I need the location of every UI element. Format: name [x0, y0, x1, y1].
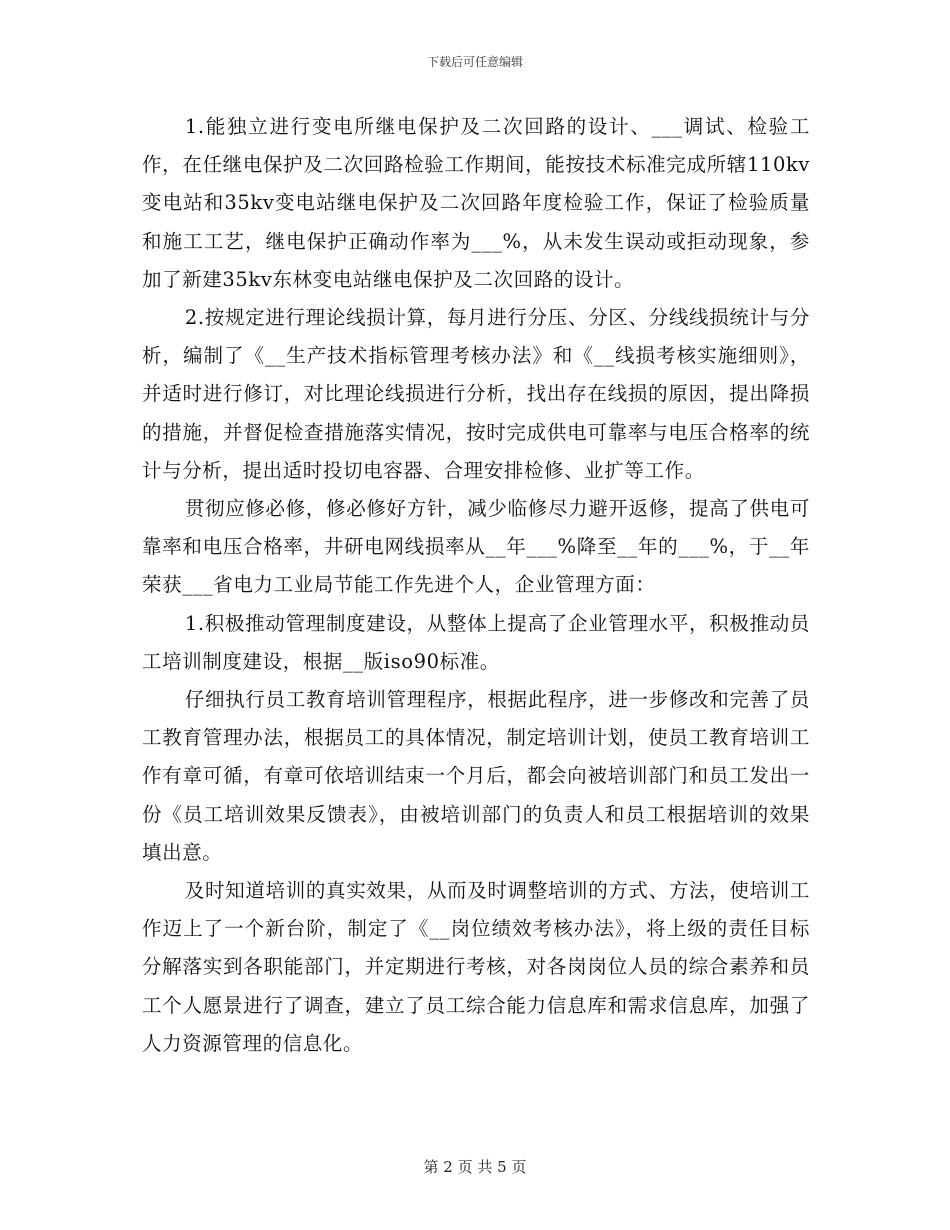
paragraph-3: 贯彻应修必修，修必修好方针，减少临修尽力避开返修，提高了供电可靠率和电压合格率，井研电网线损率从__年___%降至__年的___%，于__年荣获___省电力工业局节能工作先进个人，企业管理方面： [142, 497, 810, 597]
paragraph-6: 及时知道培训的真实效果，从而及时调整培训的方式、方法，使培训工作迈上了一个新台阶，制定了《__岗位绩效考核办法》，将上级的责任目标分解落实到各职能部门，并定期进行考核，对各岗岗位人员的综合素养和员工个人愿景进行了调查，建立了员工综合能力信息库和需求信息库，加强了人力资源管理的信息化。 [142, 879, 810, 1055]
paragraph-5: 仔细执行员工教育培训管理程序，根据此程序，进一步修改和完善了员工教育管理办法，根据员工的具体情况，制定培训计划，使员工教育培训工作有章可循，有章可依培训结束一个月后，都会向被培训部门和员工发出一份《员工培训效果反馈表》，由被培训部门的负责人和员工根据培训的效果填出意。 [142, 688, 810, 864]
paragraph-1: 1.能独立进行变电所继电保护及二次回路的设计、___调试、检验工作，在任继电保护及二次回路检验工作期间，能按技术标准完成所辖110kv变电站和35kv变电站继电保护及二次回路年度检验工作，保证了检验质量和施工工艺，继电保护正确动作率为___%，从未发生误动或拒动现象，参加了新建35kv东林变电站继电保护及二次回路的设计。 [142, 115, 810, 291]
paragraph-2: 2.按规定进行理论线损计算，每月进行分压、分区、分线线损统计与分析，编制了《__生产技术指标管理考核办法》和《__线损考核实施细则》，并适时进行修订，对比理论线损进行分析，找出存在线损的原因，提出降损的措施，并督促检查措施落实情况，按时完成供电可靠率与电压合格率的统计与分析，提出适时投切电容器、合理安排检修、业扩等工作。 [142, 306, 810, 482]
page-number: 第 2 页 共 5 页 [423, 1158, 527, 1176]
paragraph-4: 1.积极推动管理制度建设，从整体上提高了企业管理水平，积极推动员工培训制度建设，根据__版iso90标准。 [142, 611, 810, 673]
page-header: 下载后可任意编辑 [426, 55, 523, 69]
document-body [142, 108, 810, 1063]
